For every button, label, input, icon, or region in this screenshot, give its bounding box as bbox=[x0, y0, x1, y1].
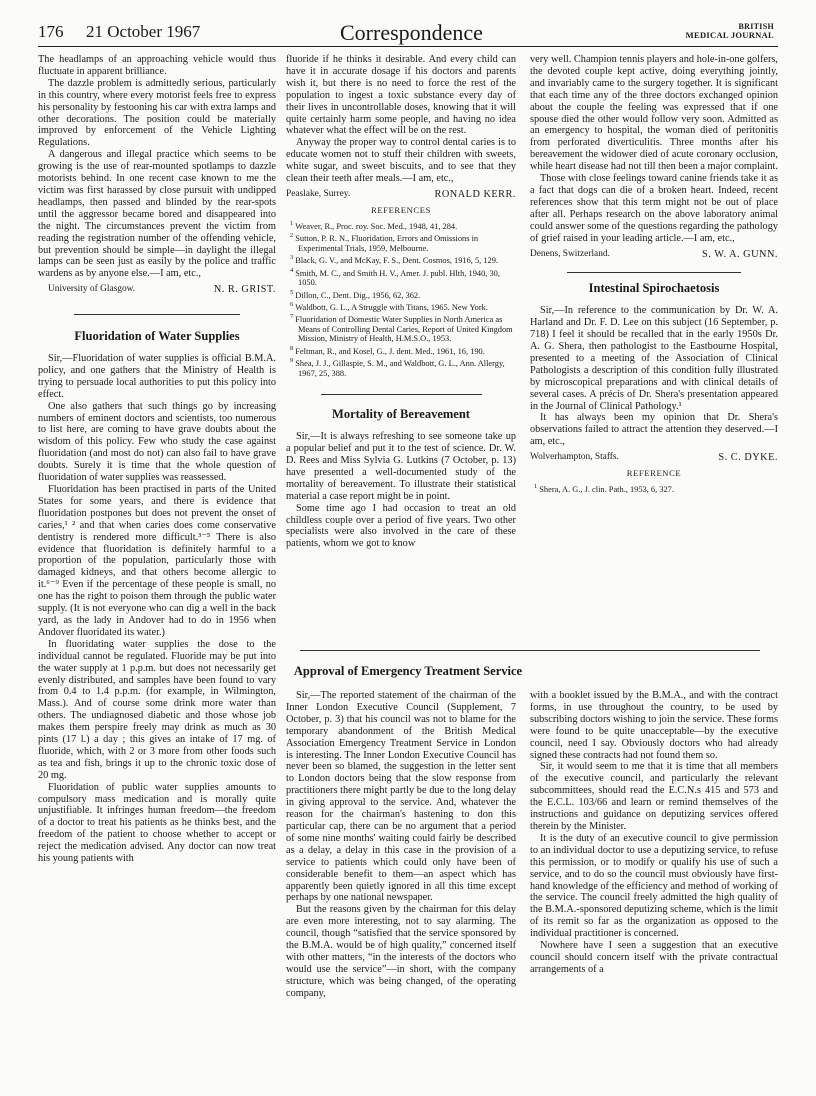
page-number: 176 bbox=[38, 22, 64, 41]
article-title-spirochaetosis: Intestinal Spirochaetosis bbox=[588, 281, 720, 296]
article-title-emergency: Approval of Emergency Treatment Service bbox=[293, 664, 523, 678]
paragraph: In fluoridating water supplies the dose to the individual cannot be regulated. Fluoride may be put into the water supply at 1 p.p.m. but does not necessarily get evenly distributed, and samples have been found to vary from 0.4 to 1.4 p.p.m. (for example, in Wilmington, Mass.). And of course some drink more water than others. The undiagnosed diabetic and those whose job makes them perspire freely may drink as much as 30 pints (17 l.) a day ; this gives an intake of 17 mg. of fluoride, which, with 2 or 3 more from other foods such as tea and fish, brings it up to the chronic toxic dose of 20 mg. bbox=[38, 638, 276, 781]
issue-date: 21 October 1967 bbox=[86, 22, 201, 41]
signature bbox=[286, 189, 516, 201]
reference-list bbox=[530, 482, 778, 494]
references-heading: REFERENCES bbox=[371, 204, 431, 215]
section-divider bbox=[300, 650, 760, 651]
journal-line-2: MEDICAL JOURNAL bbox=[685, 30, 774, 40]
signature bbox=[38, 284, 276, 296]
reference-item: $^7$ Fluoridation of Domestic Water Supplies in North America as Means of Controlling Dental Caries, Report of United Kingdom Mission, Ministry of Health, H.M.S.O., 1953. bbox=[290, 313, 513, 344]
paragraph: The headlamps of an approaching vehicle would thus fluctuate in apparent brilliance. bbox=[38, 54, 276, 77]
paragraph: Those with close feelings toward canine friends take it as a fact that dogs can die of a broken heart. Indeed, recent references show that this term might not be out of place after all. Perhaps research on the above laboratory animal could answer some of the questions regarding the pathology of grief raised in your leading article.—I am, etc., bbox=[530, 173, 778, 244]
reference-item: $^6$ Waldbott, G. L., A Struggle with Titans, 1965. New York. bbox=[290, 300, 488, 312]
paragraph: It has always been my opinion that Dr. Shera's observations failed to attract the attention they deserved.—I am, etc., bbox=[530, 412, 778, 448]
paragraph: very well. Champion tennis players and hole-in-one golfers, the devoted couple kept active, doing everything jointly, and invariably came to the surgery together. It is significant that each time any of the three doctors exchanged opinion about the couple the feeling was expressed that if one spouse died the other would follow very soon. Admitted as an emergency to hospital, the woman died of peritonitis from perforated diverticulitis. Three months after his bereavement the widower died of acute coronary occlusion, while heart disease had not till then been a major complaint. bbox=[530, 54, 778, 173]
paragraph: Sir,—In reference to the communication by Dr. W. A. Harland and Dr. F. D. Lee on this subject (16 September, p. 718) I feel it should be recalled that in the early 1950s Dr. A. G. Shera, then pathologist to the Eastbourne Hospital, presented to a meeting of the Association of Clinical Pathologists a description of this condition fully illustrated by microscopical preparations and with clinical details of several cases. A précis of Dr. Shera's presentation appeared in the Journal of Clinical Pathology.¹ bbox=[530, 305, 778, 412]
paragraph: Sir,—Fluoridation of water supplies is official B.M.A. policy, and one gathers that the Ministry of Health is trying to persuade local authorities to put this policy into effect. bbox=[38, 353, 276, 400]
reference-item: $^9$ Shea, J. J., Gillaspie, S. M., and Waldbott, G. L., Ann. Allergy, 1967, 25, 388. bbox=[290, 357, 505, 378]
column-1 bbox=[38, 54, 276, 865]
article-title-fluoridation: Fluoridation of Water Supplies bbox=[74, 329, 240, 344]
signature bbox=[530, 452, 778, 464]
emergency-column-b bbox=[530, 690, 778, 976]
paragraph: Some time ago I had occasion to treat an old childless couple over a period of five years. Two other specialists were also involved in the care of these patients, whom we got to know bbox=[286, 502, 516, 550]
divider bbox=[567, 272, 741, 273]
divider bbox=[321, 394, 482, 395]
reference-item: $^5$ Dillon, C., Dent. Dig., 1956, 62, 362. bbox=[290, 288, 421, 300]
journal-line-1: BRITISH bbox=[738, 22, 774, 31]
paragraph: The dazzle problem is admittedly serious, particularly in this country, where every motorist feels free to express his personality by festooning his car with extra lamps and other decorations. The position could be materially improved by enforcement of the Vehicle Lighting Regulations. bbox=[38, 77, 276, 149]
article-title-mortality: Mortality of Bereavement bbox=[332, 407, 470, 422]
emergency-column-a bbox=[286, 690, 516, 1000]
paragraph: Fluoridation has been practised in parts of the United States for some years, and there is evidence that fluoridation postpones but does not prevent the onset of caries,¹ ² and that when caries does come conservative dentistry is rendered more difficult.³⁻⁵ There is also evidence that fluoridation is definitely harmful to a proportion of the population, particularly those with damaged kidneys, and that others become allergic to it.⁶⁻⁹ Even if the percentage of these people is small, no one has the right to poison them through the public water supply. (It is not everyone who can dig a well in the back yard, as the lady in Andover had to do in 1956 when Andover fluoridated its water.) bbox=[38, 484, 276, 638]
paragraph: fluoride if he thinks it desirable. And every child can have it in accurate dosage if his doctors and parents wish it, but there is no need to force the rest of the population to ingest a toxic substance every day of their lives in uncontrollable doses, knowing that it will quite certainly harm some people, and having no idea whatever what the effect will be on the rest. bbox=[286, 54, 516, 137]
paragraph: It is the duty of an executive council to give permission to an individual doctor to use a deputizing service, to refuse this permission, or to modify or qualify his use of such a service, and to do so the council must obviously have first-hand knowledge of the efficiency and method of working of the service. The council freely admitted the high quality of the B.M.A.-sponsored deputizing scheme, which is the limit of its remit so far as the organization as opposed to the individual practitioner is concerned. bbox=[530, 832, 778, 940]
reference-item: $^1$ Shera, A. G., J. clin. Path., 1953, 6, 327. bbox=[534, 483, 674, 494]
signature-name: S. C. DYKE. bbox=[718, 452, 778, 464]
signature-name: S. W. A. GUNN. bbox=[702, 248, 778, 260]
signature-name: N. R. GRIST. bbox=[213, 284, 276, 296]
paragraph: Sir,—The reported statement of the chairman of the Inner London Executive Council (Supplement, 7 October, p. 3) that his council was not to blame for the temporary abandonment of the British Medical Association Emergency Treatment Service in London is interesting. The Inner London Executive Council has never been so blamed, the suggestion in the letter sent to London doctors being that the slow response from practitioners there might partly be due to the long delay in giving approval to the service. And, whatever the reason for the chairman's hastening to don this particular cap, there can be no argument that a period of some nine months' waiting could fairly be described as a delay, a delay in this case in the provision of a service to patients which could only have been of considerable benefit to them—an aspect which has apparently been quietly ignored in all this time except perhaps by one national newspaper. bbox=[286, 690, 516, 904]
paragraph: Sir,—It is always refreshing to see someone take up a popular belief and put it to the test of science. Dr. W. D. Rees and Miss Sylvia G. Lutkins (7 October, p. 13) have presented a well-documented study of the mortality of bereavement. To illustrate their statistical material a case report might be in point. bbox=[286, 431, 516, 502]
reference-heading: REFERENCE bbox=[626, 468, 682, 479]
paragraph: A dangerous and illegal practice which seems to be growing is the use of rear-mounted spotlamps to dazzle motorists behind. In one recent case known to me the victim was first harassed by close pursuit with undipped headlamps, then passed and blinded by the rear-spots until the aggressor became bored and disappeared into the night. The circumstances prevent the victim from reading the registration number of the offending vehicle, but prevention should be simple—in daylight the illegal lamps can be seen just as easily by the police and traffic wardens as by anyone else.—I am, etc., bbox=[38, 149, 276, 280]
reference-item: $^3$ Black, G. V., and McKay, F. S., Dent. Cosmos, 1916, 5, 129. bbox=[290, 254, 498, 265]
paragraph: with a booklet issued by the B.M.A., and with the contract forms, in use throughout the country, to be used by subscribing doctors wishing to join the service. These forms were found to be quite unacceptable—by the executive council, need I say. Obviously doctors who had already signed these contracts had not found them so. bbox=[530, 690, 778, 761]
column-3 bbox=[530, 54, 778, 494]
reference-item: $^2$ Sutton, P. R. N., Fluoridation, Errors and Omissions in Experimental Trials, 1959, Melbourne. bbox=[290, 232, 479, 253]
signature-place: Denens, Switzerland. bbox=[530, 248, 610, 259]
reference-item: $^8$ Feltman, R., and Kosel, G., J. dent. Med., 1961, 16, 190. bbox=[290, 344, 485, 356]
signature-place: Peaslake, Surrey. bbox=[286, 188, 351, 199]
paragraph: Fluoridation of public water supplies amounts to compulsory mass medication and is morally quite unjustifiable. It infringes human freedom—the freedom of a doctor to treat his patients as he thinks best, and the freedom of the patient to choose whether to accept or reject the medication advised. Any doctor can now treat his young patients with bbox=[38, 781, 276, 865]
paragraph: But the reasons given by the chairman for this delay are even more interesting, not to say alarming. The council, though “satisfied that the service sponsored by the B.M.A. would be of high quality,” concerned itself with other matters, “in the interests of the doctors who would use the service”—in short, with the company structure, which was being changed, of the operating company, bbox=[286, 904, 516, 999]
paragraph: One also gathers that such things go by increasing numbers of eminent doctors and scientists, too numerous to list here, are coming to have grave doubts about the wisdom of this policy. Few who study the case against fluoridation (and most do not) can also fail to have grave doubts. Surely it is time that the whole question of fluoridation of water supplies was reassessed. bbox=[38, 400, 276, 484]
signature bbox=[530, 249, 778, 261]
reference-item: $^1$ Weaver, R., Proc. roy. Soc. Med., 1948, 41, 284. bbox=[290, 219, 458, 231]
journal-name bbox=[686, 22, 774, 40]
paragraph: Anyway the proper way to control dental caries is to educate women not to stuff their children with sweets, white sugar, and sweet biscuits, and to see that they clean their teeth after meals.—I am, etc., bbox=[286, 137, 516, 185]
signature-place: Wolverhampton, Staffs. bbox=[530, 452, 619, 463]
column-2 bbox=[286, 54, 516, 550]
header-rule bbox=[38, 46, 778, 47]
signature-place: University of Glasgow. bbox=[48, 284, 136, 295]
paragraph: Sir, it would seem to me that it is time that all members of the executive council, and particularly the relevant subcommittees, should read the E.C.N.s 415 and 573 and the E.C.L. 103/66 and learn or remind themselves of the instructions and guidance on deputizing services offered therein by the Minister. bbox=[530, 761, 778, 832]
references-list bbox=[286, 219, 516, 378]
signature-name: RONALD KERR. bbox=[434, 188, 516, 200]
reference-item: $^4$ Smith, M. C., and Smith H. V., Amer. J. publ. Hlth, 1940, 30, 1050. bbox=[290, 266, 500, 287]
section-title: Correspondence bbox=[340, 20, 483, 45]
divider bbox=[74, 314, 241, 315]
paragraph: Nowhere have I seen a suggestion that an executive council should concern itself with the private contractual arrangements of a bbox=[530, 940, 778, 975]
